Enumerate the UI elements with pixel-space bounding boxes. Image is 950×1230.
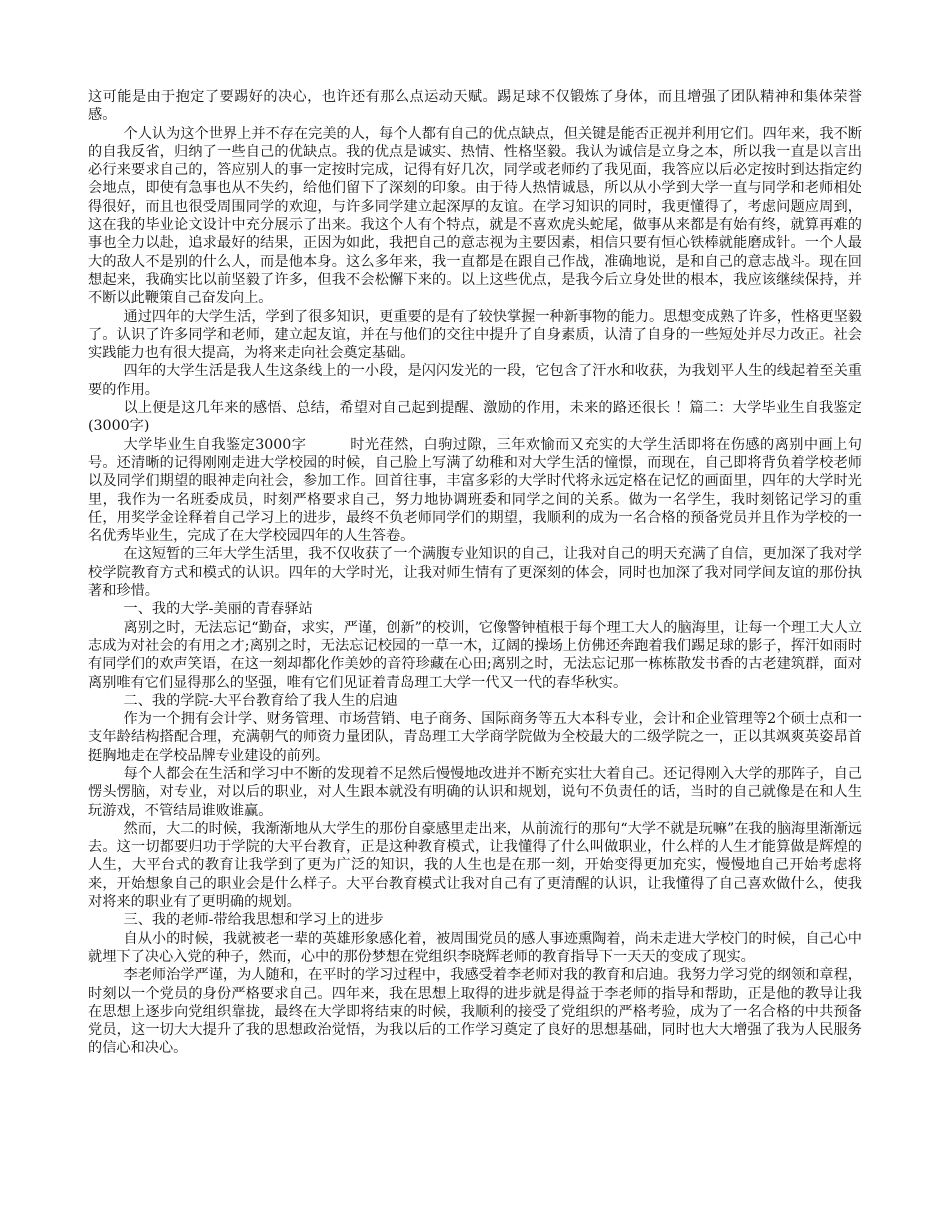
paragraph-summary: 以上便是这几年来的感悟、总结，希望对自己起到提醒、激励的作用，未来的路还很长 ！篇二：大学毕业生自我鉴定(3000字) (88, 400, 862, 435)
paragraph-life-line: 四年的大学生活是我人生这条线上的一小段，是闪闪发光的一段，它包含了汗水和收获，为我划平人生的线起着至关重要的作用。 (88, 363, 862, 398)
document-page (88, 88, 862, 1058)
section-heading-college: 二、我的学院-大平台教育给了我人生的启迪 (123, 692, 398, 709)
paragraph-platform-education: 然而，大二的时候，我渐渐地从大学生的那份自豪感里走出来，从前流行的那句“大学不就是玩嘛”在我的脑海里渐渐远去。这一切都要归功于学院的大平台教育，正是这种教育模式，让我懂得了什么叫做职业，什么样的人生才能算做是辉煌的人生，大平台式的教育让我学到了更为广泛的知识，我的人生也是在那一刻，开始变得更加充实，慢慢地自己开始考虑将来，开始想象自己的职业会是什么样子。大平台教育模式让我对自己有了更清醒的认识，让我懂得了自己喜欢做什么，使我对将来的职业有了更明确的规划。 (88, 820, 862, 911)
paragraph-three-years: 在这短暂的三年大学生活里，我不仅收获了一个满腹专业知识的自己，让我对自己的明天充满了自信，更加深了我对学校学院教育方式和模式的认识。四年的大学时光，让我对师生情有了更深刻的体会，同时也加深了我对同学间友谊的那份执著和珍惜。 (88, 546, 862, 600)
paragraph-college-intro: 作为一个拥有会计学、财务管理、市场营销、电子商务、国际商务等五大本科专业，会计和企业管理等2个硕士点和一支年龄结构搭配合理，充满朝气的师资力量团队，青岛理工大学商学院做为全校最大的二级学院之一，正以其飒爽英姿昂首挺胸地走在学校品牌专业建设的前列。 (88, 711, 862, 764)
paragraph-party-dream: 自从小的时候，我就被老一辈的英雄形象感化着，被周围党员的感人事迹熏陶着，尚未走进大学校门的时候，自己心中就埋下了决心入党的种子，然而，心中的那份梦想在党组织李晓辉老师的教育指导下一天天的变成了现实。 (88, 930, 862, 965)
paragraph-strengths: 个人认为这个世界上并不存在完美的人，每个人都有自己的优点缺点，但关键是能否正视并利用它们。四年来，我不断的自我反省，归纳了一些自己的优缺点。我的优点是诚实、热情、性格坚毅。我认为诚信是立身之本，所以我一直是以言出必行来要求自己的，答应别人的事一定按时完成，记得有好几次，同学或老师约了我见面，我答应以后必定按时到达指定约会地点，即使有急事也从不失约，给他们留下了深刻的印象。由于待人热情诚恳，所以从小学到大学一直与同学和老师相处得很好，而且也很受周围同学的欢迎，与许多同学建立起深厚的友谊。在学习知识的同时，我更懂得了，考虑问题应周到，这在我的毕业论文设计中充分展示了出来。我这个人有个特点，就是不喜欢虎头蛇尾，做事从来都是有始有终，就算再难的事也全力以赴，追求最好的结果，正因为如此，我把自己的意志视为主要因素，相信只要有恒心铁棒就能磨成针。一个人最大的敌人不是别的什么人，而是他本身。这么多年来，我一直都是在跟自己作战，准确地说，是和自己的意志战斗。现在回想起来，我确实比以前坚毅了许多，但我不会松懈下来的。以上这些优点，是我今后立身处世的根本，我应该继续保持，并不断以此鞭策自己奋发向上。 (88, 125, 862, 307)
paragraph-early-years: 每个人都会在生活和学习中不断的发现着不足然后慢慢地改进并不断充实壮大着自己。还记得刚入大学的那阵子，自己愣头愣脑，对专业，对以后的职业，对人生跟本就没有明确的认识和规划，说句不负责任的话，当时的自己就像是在和人生玩游戏，不管结局谁败谁赢。 (88, 765, 862, 819)
paragraph-self-appraisal-intro: 大学毕业生自我鉴定3000字 时光荏然，白驹过隙，三年欢愉而又充实的大学生活即将在伤感的离别中画上句号。还清晰的记得刚刚走进大学校园的时候，自己脸上写满了幼稚和对大学生活的憧憬，而现在，自己即将背负着学校老师以及同学们期望的眼神走向社会，参加工作。回首往事，丰富多彩的大学时代将永远定格在记忆的画面里，四年的大学时光里，我作为一名班委成员，时刻严格要求自己，努力地协调班委和同学之间的关系。做为一名学生，我时刻铭记学习的重任，用奖学金诠释着自己学习上的进步，最终不负老师同学们的期望，我顺利的成为一名合格的预备党员并且作为学校的一名优秀毕业生，完成了在大学校园四年的人生答卷。 (88, 436, 862, 545)
section-heading-teacher: 三、我的老师-带给我思想和学习上的进步 (123, 912, 384, 929)
paragraph-continuation: 这可能是由于抱定了要踢好的决心，也许还有那么点运动天赋。踢足球不仅锻炼了身体，而且增强了团队精神和集体荣誉感。 (88, 89, 862, 124)
paragraph-farewell: 离别之时，无法忘记“勤奋，求实，严谨，创新”的校训，它像警钟植根于每个理工大人的脑海里，让每一个理工大人立志成为对社会的有用之才;离别之时，无法忘记校园的一草一木，辽阔的操场上仿佛还奔跑着我们踢足球的影子，挥汗如雨时有同学们的欢声笑语，在这一刻却都化作美妙的音符珍藏在心田;离别之时，无法忘记那一栋栋散发书香的古老建筑群，面对离别唯有它们显得那么的坚强，唯有它们见证着青岛理工大学一代又一代的春华秋实。 (88, 619, 862, 691)
paragraph-teacher-li: 李老师治学严谨，为人随和，在平时的学习过程中，我感受着李老师对我的教育和启迪。我努力学习党的纲领和章程，时刻以一个党员的身份严格要求自己。四年来，我在思想上取得的进步就是得益于李老师的指导和帮助，正是他的教导让我在思想上逐步向党组织靠拢，最终在大学即将结束的时候，我顺利的接受了党组织的严格考验，成为了一名合格的中共预备党员，这一切大大提升了我的思想政治觉悟，为我以后的工作学习奠定了良好的思想基础，同时也大大增强了我为人民服务的信心和决心。 (88, 967, 862, 1057)
section-heading-university: 一、我的大学-美丽的青春驿站 (123, 601, 313, 618)
paragraph-growth: 通过四年的大学生活，学到了很多知识，更重要的是有了较快掌握一种新事物的能力。思想变成熟了许多，性格更坚毅了。认识了许多同学和老师，建立起友谊，并在与他们的交往中提升了自身素质，认清了自身的一些短处并尽力改正。社会实践能力也有很大提高，为将来走向社会奠定基础。 (88, 308, 862, 362)
